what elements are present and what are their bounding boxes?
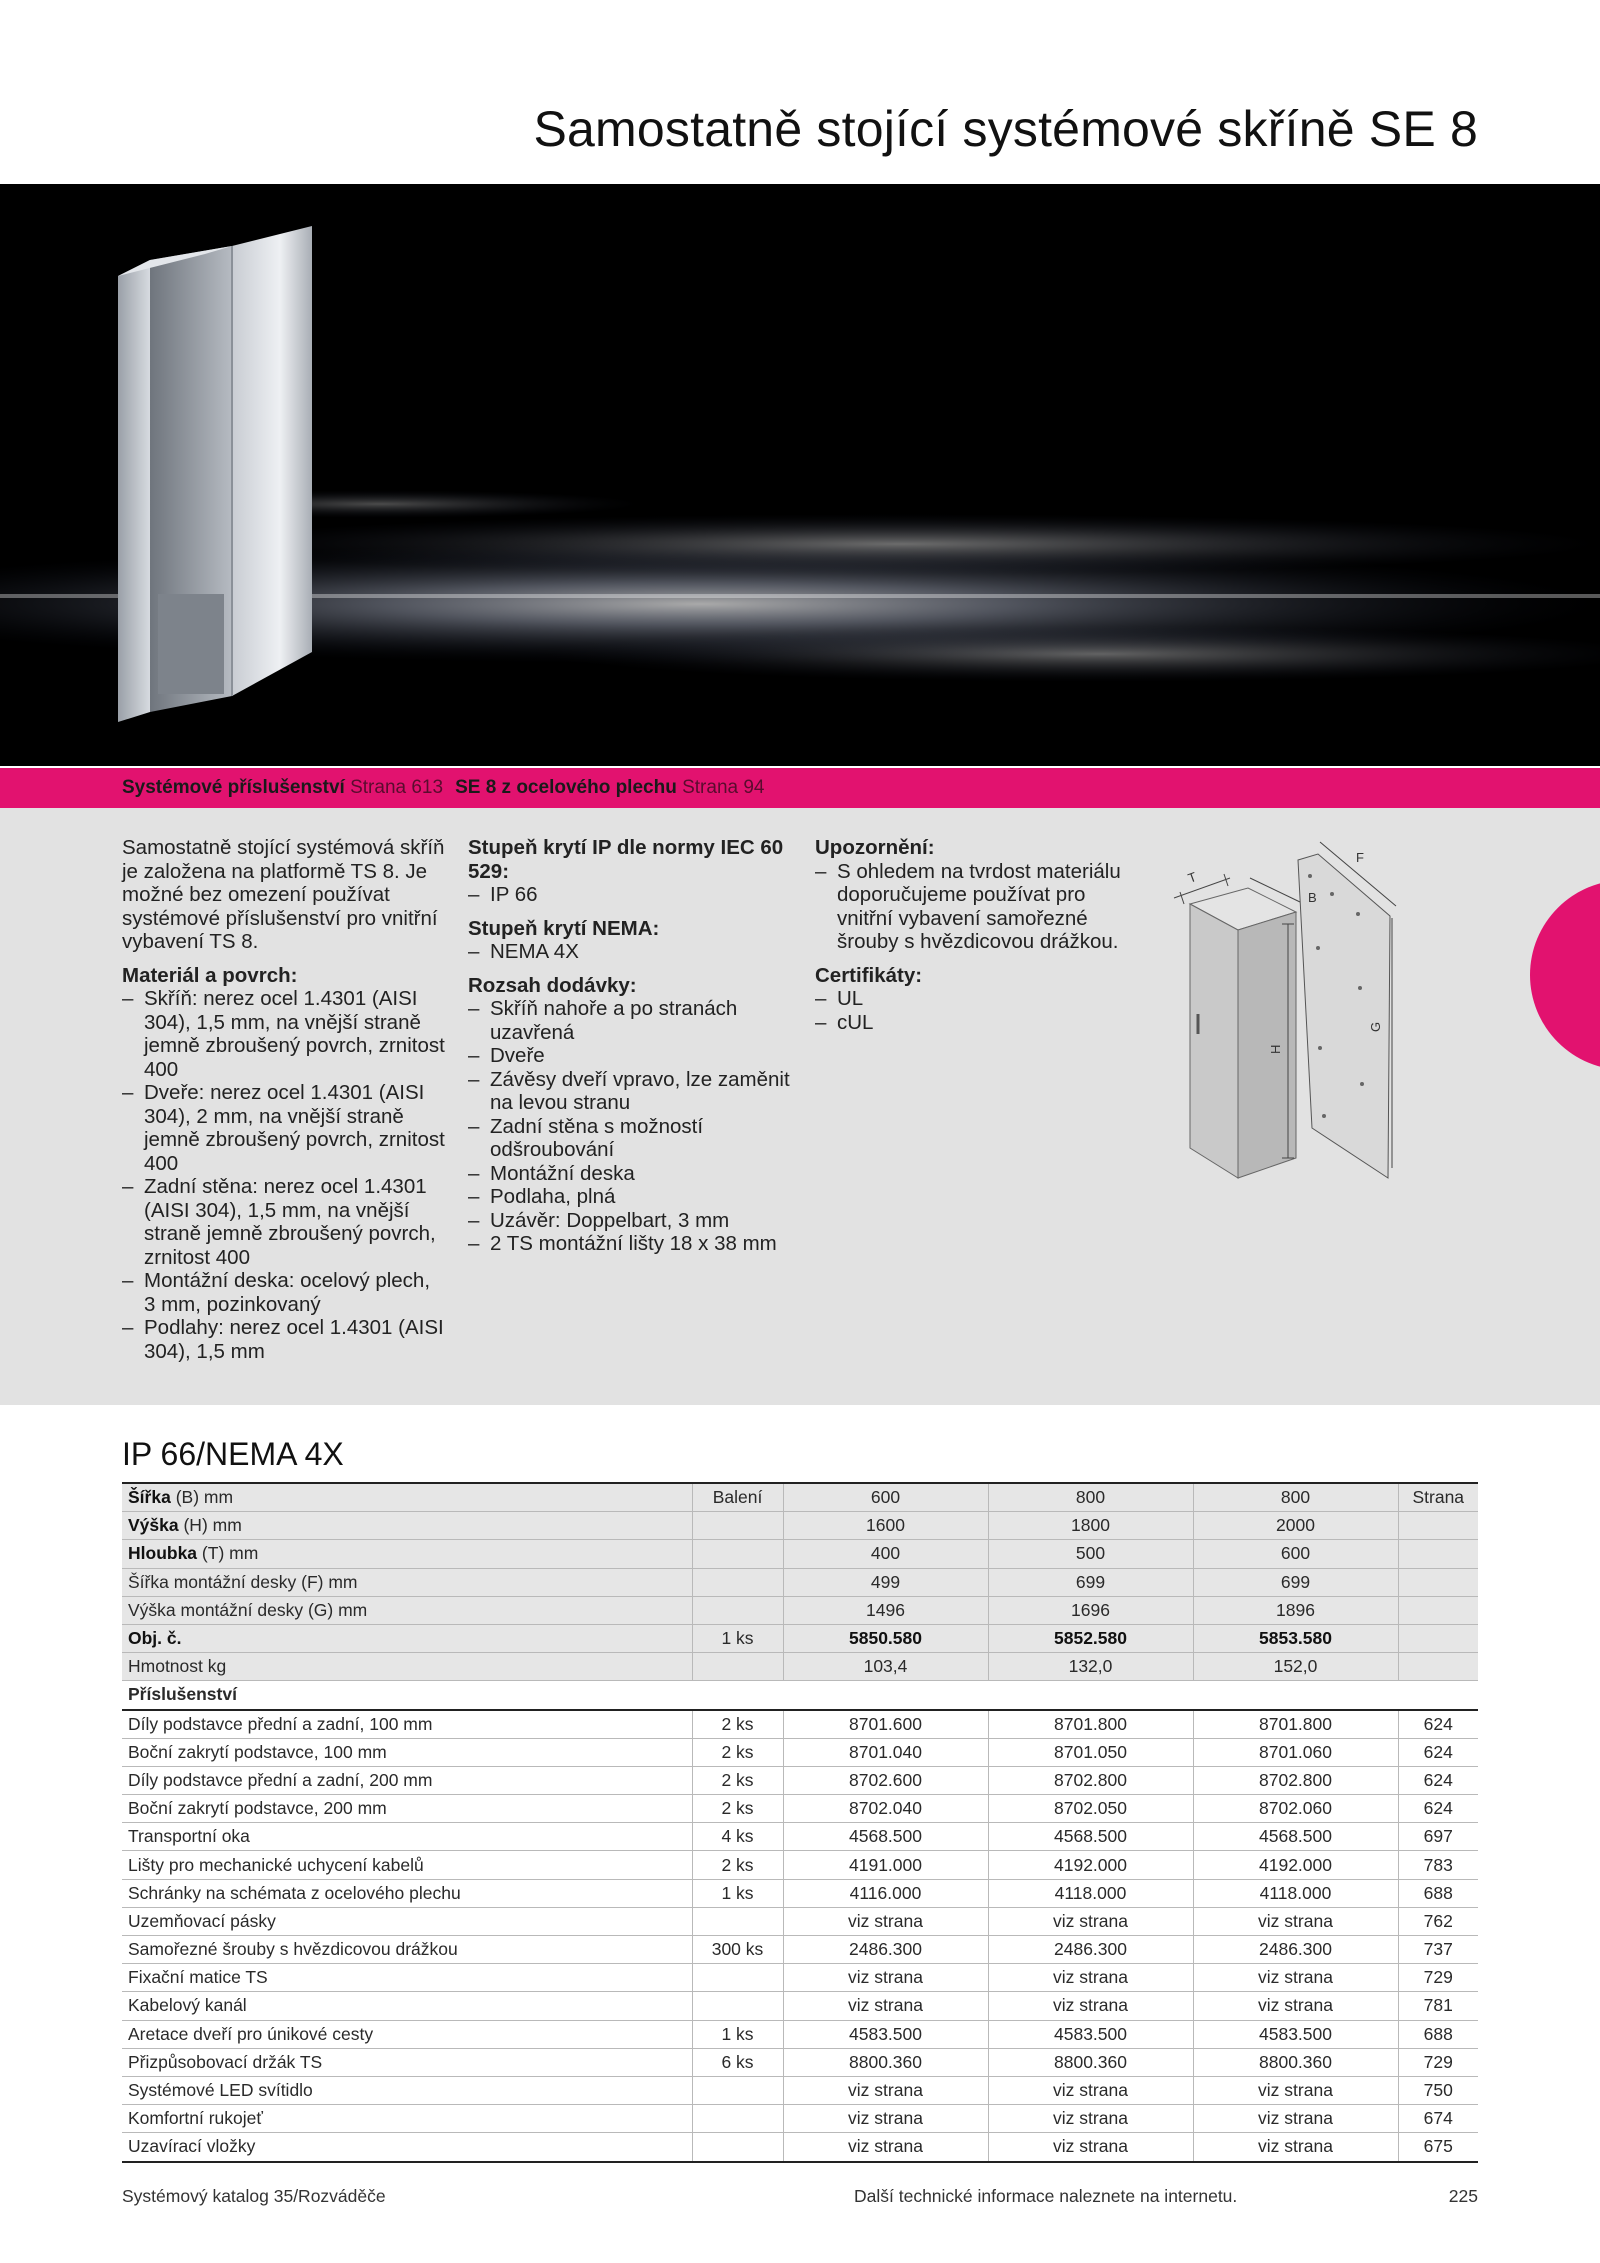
page-cell: [1398, 1512, 1478, 1540]
value-cell: viz strana: [783, 2133, 988, 2162]
value-cell: 4568.500: [1193, 1823, 1398, 1851]
row-label-bold: Výška: [128, 1515, 179, 1536]
pack-cell: 2 ks: [692, 1738, 783, 1766]
row-label: [122, 1653, 692, 1681]
row-label: [122, 1596, 692, 1624]
row-label: [122, 1540, 692, 1568]
value-cell: viz strana: [783, 1992, 988, 2020]
value-cell: viz strana: [783, 2105, 988, 2133]
value-cell: viz strana: [1193, 2133, 1398, 2162]
accessory-name: Přizpůsobovací držák TS: [122, 2048, 692, 2076]
pack-cell: 2 ks: [692, 1851, 783, 1879]
value-cell: 2486.300: [1193, 1936, 1398, 1964]
pack-cell: 2 ks: [692, 1710, 783, 1739]
dim-label-g: G: [1368, 1021, 1383, 1032]
table-row: [122, 1512, 1478, 1540]
accessory-name: Fixační matice TS: [122, 1964, 692, 1992]
table-row: [122, 1738, 1478, 1766]
value-cell: 8800.360: [988, 2048, 1193, 2076]
value-cell: 5852.580: [988, 1624, 1193, 1652]
ip-list: [468, 883, 798, 907]
accessories-header-row: [122, 1681, 1478, 1710]
page-cell: Strana: [1398, 1483, 1478, 1512]
value-cell: 600: [783, 1483, 988, 1512]
page-cell: 624: [1398, 1795, 1478, 1823]
page-title: Samostatně stojící systémové skříně SE 8: [533, 101, 1478, 157]
value-cell: 8702.040: [783, 1795, 988, 1823]
page-cell: [1398, 1568, 1478, 1596]
table-row: [122, 1710, 1478, 1739]
accessory-name: Transportní oka: [122, 1823, 692, 1851]
value-cell: 4192.000: [1193, 1851, 1398, 1879]
row-label: [122, 1483, 692, 1512]
table-row: [122, 1907, 1478, 1935]
value-cell: 4568.500: [988, 1823, 1193, 1851]
page-cell: [1398, 1624, 1478, 1652]
value-cell: 4118.000: [1193, 1879, 1398, 1907]
pack-cell: [692, 1992, 783, 2020]
value-cell: 2486.300: [988, 1936, 1193, 1964]
value-cell: 4192.000: [988, 1851, 1193, 1879]
certs-heading: Certifikáty:: [815, 963, 923, 987]
accessory-name: Aretace dveří pro únikové cesty: [122, 2020, 692, 2048]
pack-cell: 300 ks: [692, 1936, 783, 1964]
value-cell: viz strana: [1193, 2076, 1398, 2104]
value-cell: viz strana: [988, 1992, 1193, 2020]
value-cell: 2000: [1193, 1512, 1398, 1540]
footer-info: Další technické informace naleznete na internetu.: [854, 2186, 1238, 2206]
row-label-text: (B) mm: [175, 1487, 234, 1508]
value-cell: 499: [783, 1568, 988, 1596]
pack-cell: 6 ks: [692, 2048, 783, 2076]
value-cell: viz strana: [783, 2076, 988, 2104]
value-cell: viz strana: [1193, 1907, 1398, 1935]
row-label-text: Hmotnost kg: [128, 1656, 227, 1677]
page-cell: [1398, 1540, 1478, 1568]
value-cell: viz strana: [1193, 1964, 1398, 1992]
list-item: – Závěsy dveří vpravo, lze zaměnit na levou stranu: [468, 1068, 798, 1115]
value-cell: viz strana: [1193, 2105, 1398, 2133]
list-item: – Skříň nahoře a po stranách uzavřená: [468, 997, 798, 1044]
value-cell: 8701.800: [1193, 1710, 1398, 1739]
value-cell: 8702.800: [988, 1766, 1193, 1794]
value-cell: 132,0: [988, 1653, 1193, 1681]
material-list: [122, 987, 447, 1363]
info-column-2: [468, 836, 798, 1266]
table-row: [122, 2105, 1478, 2133]
list-item: – Dveře: [468, 1044, 798, 1068]
certs-list: [815, 987, 1145, 1034]
accessory-name: Kabelový kanál: [122, 1992, 692, 2020]
page-cell: 624: [1398, 1738, 1478, 1766]
dim-label-f: F: [1356, 850, 1364, 865]
page-cell: 697: [1398, 1823, 1478, 1851]
value-cell: 8701.800: [988, 1710, 1193, 1739]
delivery-list: [468, 997, 798, 1256]
value-cell: 8800.360: [783, 2048, 988, 2076]
delivery-heading: Rozsah dodávky:: [468, 973, 637, 997]
page-cell: 674: [1398, 2105, 1478, 2133]
pack-cell: 2 ks: [692, 1766, 783, 1794]
value-cell: viz strana: [1193, 1992, 1398, 2020]
page-cell: [1398, 1596, 1478, 1624]
page-cell: 750: [1398, 2076, 1478, 2104]
value-cell: 8702.600: [783, 1766, 988, 1794]
link-system-accessories[interactable]: Systémové příslušenství Strana 613: [122, 777, 444, 798]
value-cell: viz strana: [988, 2133, 1193, 2162]
value-cell: 8701.050: [988, 1738, 1193, 1766]
accessory-name: Boční zakrytí podstavce, 100 mm: [122, 1738, 692, 1766]
page-cell: 624: [1398, 1710, 1478, 1739]
page-number: 225: [1448, 2186, 1478, 2206]
nema-heading: Stupeň krytí NEMA:: [468, 916, 660, 940]
value-cell: 1696: [988, 1596, 1193, 1624]
list-item: – NEMA 4X: [468, 940, 798, 964]
value-cell: 2486.300: [783, 1936, 988, 1964]
pack-cell: 2 ks: [692, 1795, 783, 1823]
list-item: – Podlaha, plná: [468, 1185, 798, 1209]
page-cell: 762: [1398, 1907, 1478, 1935]
table-row: [122, 1879, 1478, 1907]
value-cell: 8701.060: [1193, 1738, 1398, 1766]
value-cell: viz strana: [988, 1964, 1193, 1992]
pack-cell: [692, 2105, 783, 2133]
page-cell: 729: [1398, 1964, 1478, 1992]
accessory-name: Samořezné šrouby s hvězdicovou drážkou: [122, 1936, 692, 1964]
table-row: [122, 2020, 1478, 2048]
value-cell: 1496: [783, 1596, 988, 1624]
list-item: – 2 TS montážní lišty 18 x 38 mm: [468, 1232, 798, 1256]
table-title: IP 66/NEMA 4X: [122, 1436, 344, 1472]
value-cell: viz strana: [988, 1907, 1193, 1935]
table-row: [122, 1795, 1478, 1823]
value-cell: 699: [988, 1568, 1193, 1596]
value-cell: 600: [1193, 1540, 1398, 1568]
pack-cell: [692, 1596, 783, 1624]
accessory-name: Lišty pro mechanické uchycení kabelů: [122, 1851, 692, 1879]
table-row: [122, 2048, 1478, 2076]
material-heading: Materiál a povrch:: [122, 963, 298, 987]
list-item: – IP 66: [468, 883, 798, 907]
accessory-links-bar: [0, 768, 1600, 808]
value-cell: 4583.500: [1193, 2020, 1398, 2048]
value-cell: 800: [988, 1483, 1193, 1512]
dim-label-b: B: [1308, 890, 1317, 905]
value-cell: 1800: [988, 1512, 1193, 1540]
value-cell: 699: [1193, 1568, 1398, 1596]
list-item: – Montážní deska: [468, 1162, 798, 1186]
nema-list: [468, 940, 798, 964]
dim-label-t: T: [1185, 869, 1199, 886]
page-cell: 688: [1398, 1879, 1478, 1907]
row-label-bold: Šířka: [128, 1487, 171, 1508]
table-row: [122, 1568, 1478, 1596]
dim-label-h: H: [1268, 1044, 1283, 1054]
value-cell: viz strana: [988, 2105, 1193, 2133]
value-cell: 8702.800: [1193, 1766, 1398, 1794]
table-row: [122, 1936, 1478, 1964]
link-steel-version[interactable]: SE 8 z ocelového plechu Strana 94: [455, 777, 765, 798]
value-cell: 4583.500: [988, 2020, 1193, 2048]
pack-cell: Balení: [692, 1483, 783, 1512]
value-cell: viz strana: [783, 1907, 988, 1935]
table-row: [122, 1851, 1478, 1879]
value-cell: 8702.060: [1193, 1795, 1398, 1823]
pack-cell: [692, 2076, 783, 2104]
info-panel: [0, 808, 1600, 1405]
pack-cell: [692, 1653, 783, 1681]
spec-table: [122, 1482, 1478, 2163]
page-cell: 781: [1398, 1992, 1478, 2020]
row-label-bold: Obj. č.: [128, 1628, 182, 1649]
value-cell: viz strana: [988, 2076, 1193, 2104]
value-cell: 500: [988, 1540, 1193, 1568]
page-cell: 729: [1398, 2048, 1478, 2076]
hero-image: [0, 184, 1600, 766]
value-cell: 8701.040: [783, 1738, 988, 1766]
page-cell: 675: [1398, 2133, 1478, 2162]
pack-cell: [692, 2133, 783, 2162]
accessory-name: Schránky na schémata z ocelového plechu: [122, 1879, 692, 1907]
accessory-name: Díly podstavce přední a zadní, 100 mm: [122, 1710, 692, 1739]
table-row: [122, 1624, 1478, 1652]
table-row: [122, 1540, 1478, 1568]
list-item: – UL: [815, 987, 1145, 1011]
row-label: [122, 1624, 692, 1652]
value-cell: 400: [783, 1540, 988, 1568]
value-cell: 103,4: [783, 1653, 988, 1681]
pack-cell: 4 ks: [692, 1823, 783, 1851]
list-item: – Zadní stěna: nerez ocel 1.4301 (AISI 304), 1,5 mm, na vnější straně jemně zbroušený povrch, zrnitost 400: [122, 1175, 447, 1269]
pack-cell: [692, 1512, 783, 1540]
ip-heading: Stupeň krytí IP dle normy IEC 60 529:: [468, 836, 784, 883]
footer-catalog: Systémový katalog 35/Rozváděče: [122, 2186, 386, 2206]
value-cell: 5853.580: [1193, 1624, 1398, 1652]
list-item: – Montážní deska: ocelový plech, 3 mm, pozinkovaný: [122, 1269, 447, 1316]
pack-cell: [692, 1907, 783, 1935]
value-cell: 8701.600: [783, 1710, 988, 1739]
intro-text: Samostatně stojící systémová skříň je založena na platformě TS 8. Je možné bez omezení používat systémové příslušenství pro vnitřní vybavení TS 8.: [122, 836, 445, 953]
value-cell: 152,0: [1193, 1653, 1398, 1681]
table-row: [122, 2133, 1478, 2162]
cabinet-photo: [0, 184, 1600, 766]
table-row: [122, 1596, 1478, 1624]
pack-cell: 1 ks: [692, 2020, 783, 2048]
value-cell: 8800.360: [1193, 2048, 1398, 2076]
info-column-3: [815, 836, 1145, 1044]
accessories-label: Příslušenství: [122, 1681, 1478, 1710]
row-label-bold: Hloubka: [128, 1543, 198, 1564]
info-column-1: [122, 836, 447, 1373]
list-item: – Podlahy: nerez ocel 1.4301 (AISI 304), 1,5 mm: [122, 1316, 447, 1363]
page-cell: 737: [1398, 1936, 1478, 1964]
value-cell: 1896: [1193, 1596, 1398, 1624]
table-row: [122, 1483, 1478, 1512]
accessory-name: Díly podstavce přední a zadní, 200 mm: [122, 1766, 692, 1794]
value-cell: 4568.500: [783, 1823, 988, 1851]
page-cell: 624: [1398, 1766, 1478, 1794]
list-item: – cUL: [815, 1011, 1145, 1035]
row-label: [122, 1512, 692, 1540]
page-cell: [1398, 1653, 1478, 1681]
pack-cell: 1 ks: [692, 1879, 783, 1907]
cabinet-illustration: [118, 226, 312, 722]
value-cell: 8702.050: [988, 1795, 1193, 1823]
accessory-name: Systémové LED svítidlo: [122, 2076, 692, 2104]
row-label-text: (T) mm: [201, 1543, 259, 1564]
list-item: – Dveře: nerez ocel 1.4301 (AISI 304), 2 mm, na vnější straně jemně zbroušený povrch, zrnitost 400: [122, 1081, 447, 1175]
row-label: [122, 1568, 692, 1596]
value-cell: 5850.580: [783, 1624, 988, 1652]
accessory-name: Komfortní rukojeť: [122, 2105, 692, 2133]
table-row: [122, 1964, 1478, 1992]
list-item: – S ohledem na tvrdost materiálu doporučujeme používat pro vnitřní vybavení samořezné šrouby s hvězdicovou drážkou.: [815, 860, 1145, 954]
accessory-name: Boční zakrytí podstavce, 200 mm: [122, 1795, 692, 1823]
list-item: – Uzávěr: Doppelbart, 3 mm: [468, 1209, 798, 1233]
table-row: [122, 2076, 1478, 2104]
row-label-text: Výška montážní desky (G) mm: [128, 1599, 368, 1620]
pack-cell: [692, 1540, 783, 1568]
list-item: – Skříň: nerez ocel 1.4301 (AISI 304), 1,5 mm, na vnější straně jemně zbroušený povrch, zrnitost 400: [122, 987, 447, 1081]
value-cell: 1600: [783, 1512, 988, 1540]
value-cell: 4118.000: [988, 1879, 1193, 1907]
row-label-text: (H) mm: [183, 1515, 242, 1536]
value-cell: 800: [1193, 1483, 1398, 1512]
value-cell: 4116.000: [783, 1879, 988, 1907]
accessory-name: Uzavírací vložky: [122, 2133, 692, 2162]
pack-cell: [692, 1964, 783, 1992]
table-row: [122, 1766, 1478, 1794]
row-label-text: Šířka montážní desky (F) mm: [128, 1571, 358, 1592]
table-row: [122, 1823, 1478, 1851]
accessory-name: Uzemňovací pásky: [122, 1907, 692, 1935]
notice-list: [815, 860, 1145, 954]
table-row: [122, 1992, 1478, 2020]
value-cell: 4191.000: [783, 1851, 988, 1879]
notice-heading: Upozornění:: [815, 836, 935, 859]
pack-cell: [692, 1568, 783, 1596]
value-cell: viz strana: [783, 1964, 988, 1992]
list-item: – Zadní stěna s možností odšroubování: [468, 1115, 798, 1162]
value-cell: 4583.500: [783, 2020, 988, 2048]
dimension-diagram: [1160, 828, 1420, 1188]
page-cell: 688: [1398, 2020, 1478, 2048]
table-row: [122, 1653, 1478, 1681]
pack-cell: 1 ks: [692, 1624, 783, 1652]
page-cell: 783: [1398, 1851, 1478, 1879]
